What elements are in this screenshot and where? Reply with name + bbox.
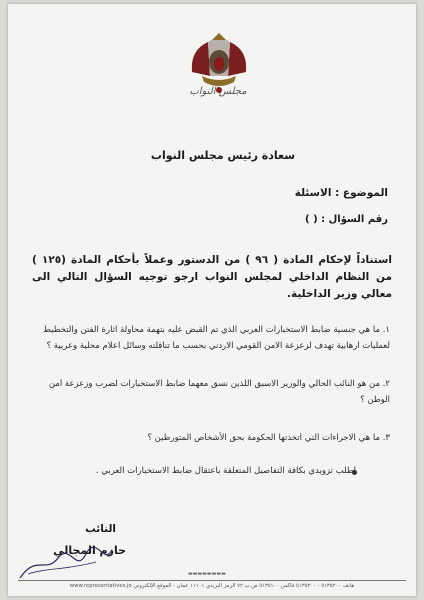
council-name: مجلس النواب bbox=[189, 86, 247, 97]
question-1: ١. ما هي جنسية ضابط الاستخبارات العربي الذي تم القبض عليه بتهمة محاولة اثارة الفتن والتخطيط لعمليات ارهابية تهدف لزعزعة الامن القومي الاردني بحسب ما تناقلته وسائل اعلام محلية وعربية ؟ bbox=[43, 325, 390, 351]
request-line: اطلب تزويدي بكافة التفاصيل المتعلقة باعتقال ضابط الاستخبارات العربي . bbox=[95, 466, 356, 476]
question-3: ٣. ما هي الاجراءات التي اتخذتها الحكومة بحق الأشخاص المتورطين ؟ bbox=[147, 433, 390, 443]
subject-line: الموضوع : الاسئلة bbox=[294, 187, 388, 199]
question-number: رقم السؤال : ( ) bbox=[305, 214, 388, 225]
handwritten-signature bbox=[16, 544, 116, 584]
signatory-title: النائب bbox=[85, 523, 116, 535]
signatory-name: حازم المجالي bbox=[53, 544, 126, 557]
intro-paragraph: استناداً لإحكام المادة ( ٩٦ ) من الدستور وعملاً بأحكام المادة (١٢٥ ) من النظام الداخلي لمجلس النواب ارجو توجيه السؤال التالي الى معالي وزير الداخلية. bbox=[32, 254, 392, 300]
footer-logo: ▬▬▬▬▬▬▬▬ bbox=[188, 571, 226, 577]
salutation: سعادة رئيس مجلس النواب bbox=[150, 149, 296, 162]
footer-contact: هاتف ٥١٣٥٢٠٠ - ٥١٣٥٣٠٠ فاكس ٥١٣٥١٠٠ ص.ب ٧٢ الرمز البريدي ١١١٠١ عمان - الموقع الإلكتروني www.representatives.jo bbox=[69, 583, 355, 589]
footer-divider bbox=[18, 580, 406, 581]
question-2: ٢. من هو النائب الحالي والوزير الاسبق اللذين نسق معهما ضابط الاستخبارات لضرب وزعزعة امن الوطن ؟ bbox=[48, 379, 390, 405]
letter-page bbox=[8, 4, 416, 596]
